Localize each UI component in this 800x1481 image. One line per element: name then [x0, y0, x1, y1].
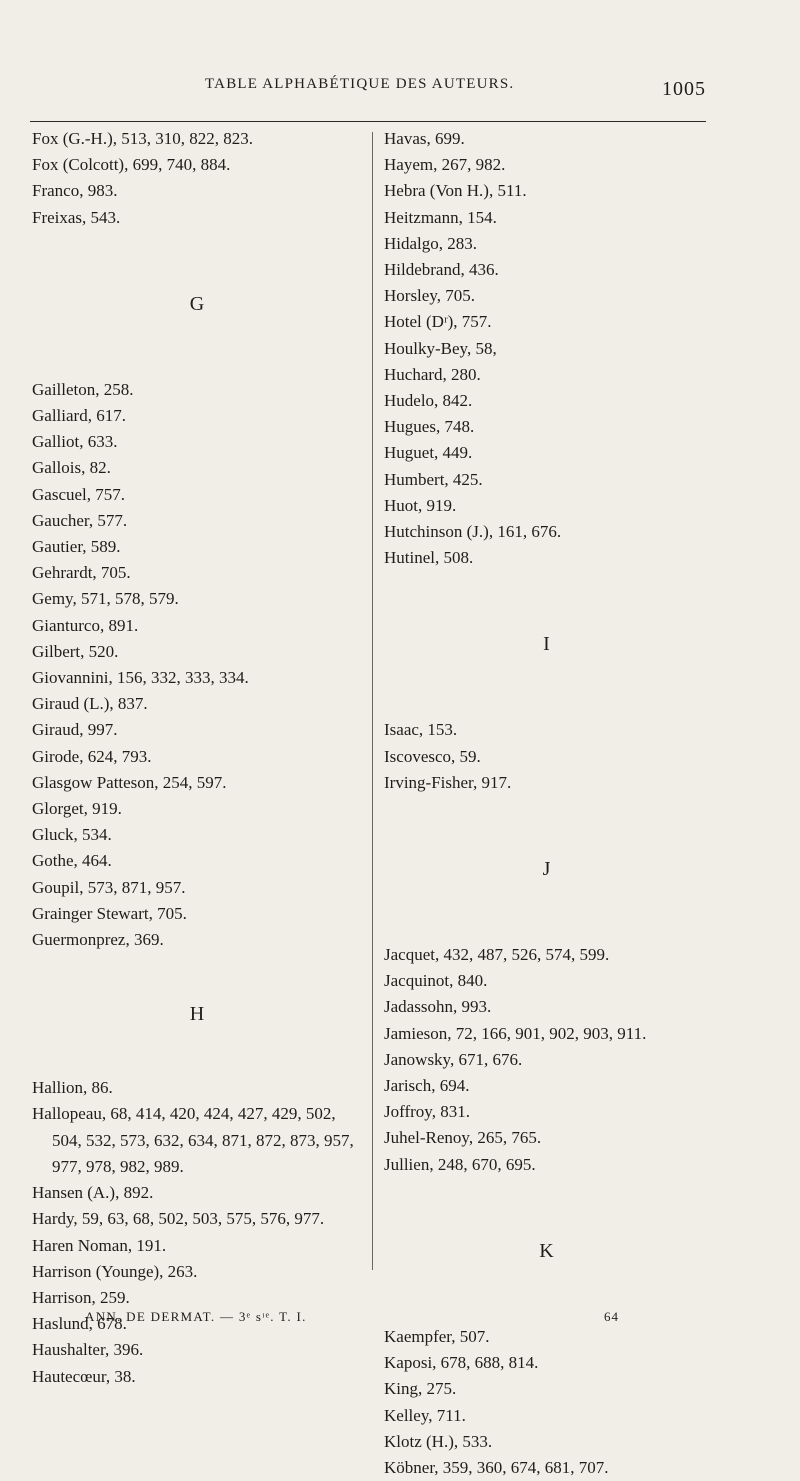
index-entry: Juhel-Renoy, 265, 765.: [384, 1128, 542, 1148]
index-entry: Jadassohn, 993.: [384, 997, 492, 1017]
index-entry: Hautecœur, 38.: [32, 1366, 136, 1386]
index-entry: Köbner, 359, 360, 674, 681, 707.: [384, 1457, 609, 1477]
index-entry: Isaac, 153.: [384, 720, 458, 740]
index-entry: Hotel (Dʳ), 757.: [384, 312, 492, 332]
index-entry: Hugues, 748.: [384, 417, 475, 437]
index-entry: Giovannini, 156, 332, 333, 334.: [32, 668, 249, 688]
index-entry: Iscovesco, 59.: [384, 746, 481, 766]
footer-journal: ANN. DE DERMAT. — 3ᵉ sᶦᵉ. T. I.: [85, 1309, 307, 1324]
index-entry: Gailleton, 258.: [32, 379, 134, 399]
section-letter-i: I: [543, 633, 550, 656]
index-entry: Horsley, 705.: [384, 286, 475, 306]
index-entry: Grainger Stewart, 705.: [32, 903, 187, 923]
index-entry: Hutchinson (J.), 161, 676.: [384, 522, 562, 542]
index-entry: Glorget, 919.: [32, 799, 122, 819]
index-entry: Houlky-Bey, 58,: [384, 338, 497, 358]
index-entry: Kaempfer, 507.: [384, 1326, 490, 1346]
index-entry: Hidalgo, 283.: [384, 233, 478, 253]
index-entry: Klotz (H.), 533.: [384, 1431, 493, 1451]
index-entry: Franco, 983.: [32, 181, 118, 201]
index-entry: Jacquet, 432, 487, 526, 574, 599.: [384, 945, 610, 965]
index-entry: Haushalter, 396.: [32, 1340, 144, 1360]
index-entry: Glasgow Patteson, 254, 597.: [32, 772, 227, 792]
right-column: [384, 126, 709, 1481]
index-entry: Galliot, 633.: [32, 432, 118, 452]
index-entry: Fox (Colcott), 699, 740, 884.: [32, 155, 231, 175]
index-entry: Gascuel, 757.: [32, 484, 126, 504]
column-divider: [372, 132, 373, 1270]
index-entry: Hallion, 86.: [32, 1078, 113, 1098]
index-entry: Haslund, 678.: [32, 1314, 127, 1334]
index-entry: Jacquinot, 840.: [384, 971, 488, 991]
index-entry: Huguet, 449.: [384, 443, 473, 463]
index-entry: Fox (G.-H.), 513, 310, 822, 823.: [32, 129, 253, 148]
index-entry: Gianturco, 891.: [32, 615, 139, 635]
index-entry: Joffroy, 831.: [384, 1102, 470, 1122]
index-entry: Hayem, 267, 982.: [384, 155, 506, 175]
index-entry: Girode, 624, 793.: [32, 746, 152, 766]
index-entry: Harrison (Younge), 263.: [32, 1261, 198, 1281]
index-entry: Jullien, 248, 670, 695.: [384, 1154, 536, 1174]
footer-signature: 64: [604, 1309, 619, 1324]
index-entry: King, 275.: [384, 1379, 457, 1399]
index-entry: Huchard, 280.: [384, 364, 481, 384]
index-entry: Hildebrand, 436.: [384, 260, 499, 280]
section-letter-k: K: [539, 1239, 554, 1262]
index-entry: Gemy, 571, 578, 579.: [32, 589, 179, 609]
index-entry: Havas, 699.: [384, 129, 465, 148]
header-rule: [30, 121, 706, 122]
index-entry: Gluck, 534.: [32, 825, 112, 845]
index-entry: Hansen (A.), 892.: [32, 1183, 154, 1203]
index-entry: Giraud (L.), 837.: [32, 694, 148, 714]
index-entry: Hardy, 59, 63, 68, 502, 503, 575, 576, 977.: [32, 1209, 325, 1229]
index-entry: Galliard, 617.: [32, 406, 126, 426]
index-entry: Kaposi, 678, 688, 814.: [384, 1353, 539, 1373]
section-letter-h: H: [189, 1003, 205, 1026]
index-entry: Giraud, 997.: [32, 720, 118, 740]
index-entry: Hallopeau, 68, 414, 420, 424, 427, 429, 502, 504, 532, 573, 632, 634, 871, 872, 873, 957, 977, 978, 982, 989.: [32, 1104, 354, 1176]
index-entry: Hudelo, 842.: [384, 391, 473, 411]
index-entry: Jarisch, 694.: [384, 1076, 470, 1096]
index-entry: Guermonprez, 369.: [32, 930, 164, 950]
index-entry: Haren Noman, 191.: [32, 1235, 167, 1255]
running-title: TABLE ALPHABÉTIQUE DES AUTEURS.: [205, 76, 515, 92]
index-entry: Gothe, 464.: [32, 851, 112, 871]
index-entry: Hutinel, 508.: [384, 548, 474, 568]
index-entry: Humbert, 425.: [384, 469, 483, 489]
index-entry: Freixas, 543.: [32, 207, 121, 227]
index-entry: Jamieson, 72, 166, 901, 902, 903, 911.: [384, 1023, 647, 1043]
index-entry: Gautier, 589.: [32, 537, 121, 557]
index-entry: Heitzmann, 154.: [384, 207, 497, 227]
index-entry: Gallois, 82.: [32, 458, 111, 478]
index-entry: Janowsky, 671, 676.: [384, 1049, 523, 1069]
left-column: [32, 126, 362, 1390]
index-entry: Gilbert, 520.: [32, 641, 119, 661]
index-entry: Kelley, 711.: [384, 1405, 466, 1425]
index-entry: Gaucher, 577.: [32, 510, 128, 530]
index-entry: Hebra (Von H.), 511.: [384, 181, 527, 201]
index-entry: Gehrardt, 705.: [32, 563, 131, 583]
section-letter-j: J: [542, 858, 551, 881]
index-entry: Harrison, 259.: [32, 1287, 130, 1307]
index-entry: Huot, 919.: [384, 495, 457, 515]
page-number: 1005: [662, 78, 706, 100]
index-entry: Goupil, 573, 871, 957.: [32, 877, 186, 897]
section-letter-g: G: [189, 292, 205, 315]
index-entry: Irving-Fisher, 917.: [384, 772, 512, 792]
